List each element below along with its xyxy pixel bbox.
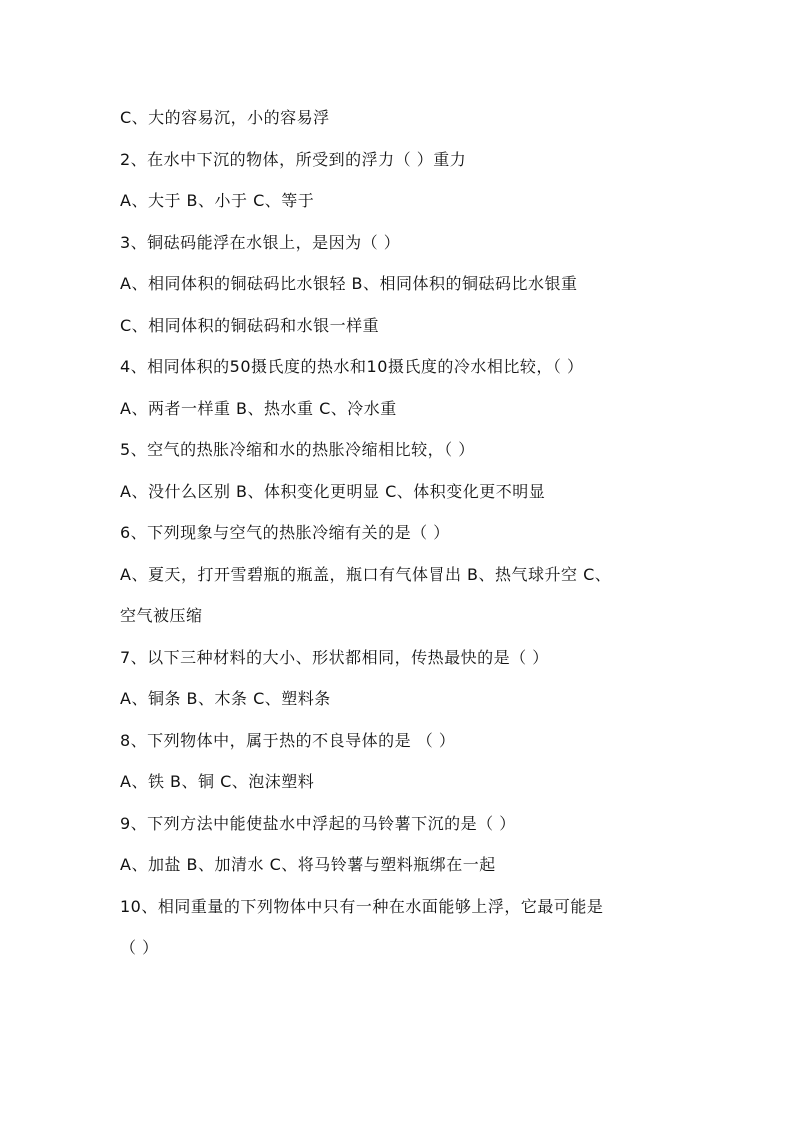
question-5: 5、空气的热胀冷缩和水的热胀冷缩相比较，（ ）	[120, 440, 475, 459]
question-2: 2、在水中下沉的物体，所受到的浮力（ ）重力	[120, 150, 467, 169]
question-10: 10、相同重量的下列物体中只有一种在水面能够上浮，它最可能是	[120, 897, 604, 916]
text-line-option-c-q1: C、大的容易沉，小的容易浮	[120, 108, 330, 127]
options-q3-ab: A、相同体积的铜砝码比水银轻 B、相同体积的铜砝码比水银重	[120, 274, 578, 293]
options-q6-line1: A、夏天，打开雪碧瓶的瓶盖，瓶口有气体冒出 B、热气球升空 C、	[120, 565, 612, 584]
options-q5: A、没什么区别 B、体积变化更明显 C、体积变化更不明显	[120, 482, 546, 501]
options-q7: A、铜条 B、木条 C、塑料条	[120, 689, 331, 708]
options-q3-c: C、相同体积的铜砝码和水银一样重	[120, 316, 380, 335]
options-q4: A、两者一样重 B、热水重 C、冷水重	[120, 399, 397, 418]
options-q9: A、加盐 B、加清水 C、将马铃薯与塑料瓶绑在一起	[120, 855, 496, 874]
options-q2: A、大于 B、小于 C、等于	[120, 191, 315, 210]
question-4: 4、相同体积的50摄氏度的热水和10摄氏度的冷水相比较，（ ）	[120, 357, 584, 376]
question-8: 8、下列物体中，属于热的不良导体的是 （ ）	[120, 731, 456, 750]
question-9: 9、下列方法中能使盐水中浮起的马铃薯下沉的是（ ）	[120, 814, 516, 833]
options-q6-line2: 空气被压缩	[120, 606, 203, 625]
question-6: 6、下列现象与空气的热胀冷缩有关的是（ ）	[120, 523, 450, 542]
options-q8: A、铁 B、铜 C、泡沫塑料	[120, 772, 315, 791]
question-10-blank: （ ）	[120, 938, 159, 957]
question-7: 7、以下三种材料的大小、形状都相同，传热最快的是（ ）	[120, 648, 549, 667]
question-3: 3、铜砝码能浮在水银上，是因为（ ）	[120, 233, 401, 252]
